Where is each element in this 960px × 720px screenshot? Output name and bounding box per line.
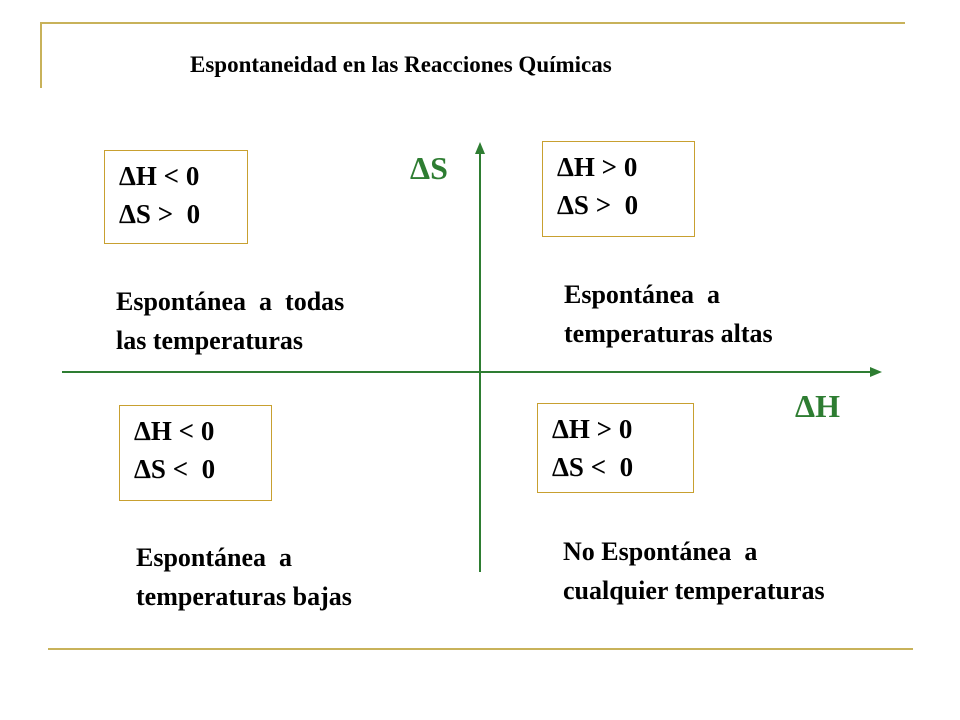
y-axis-label: ΔS [410,150,448,186]
y-axis-arrowhead [475,142,485,154]
spontaneity-label-top-left [116,282,344,360]
delta-s-condition: ΔS > 0 [119,199,201,229]
delta-h-condition: ΔH > 0 [557,152,638,182]
spontaneity-label-bottom-left [136,538,352,616]
condition-box-top-right [542,141,695,237]
spontaneity-label-bottom-right [563,532,825,610]
delta-s-condition: ΔS < 0 [552,452,634,482]
delta-h-condition: ΔH < 0 [134,416,215,446]
delta-h-condition: ΔH < 0 [119,161,200,191]
x-axis-arrowhead [870,367,882,377]
condition-box-top-left [104,150,248,244]
label-line-2: cualquier temperaturas [563,576,825,605]
delta-h-condition: ΔH > 0 [552,414,633,444]
condition-box-bottom-left [119,405,272,501]
slide-title: Espontaneidad en las Reacciones Químicas [190,52,612,77]
delta-s-condition: ΔS < 0 [134,454,216,484]
label-line-1: Espontánea a todas [116,287,345,316]
label-line-2: temperaturas altas [564,319,773,348]
label-line-2: las temperaturas [116,326,304,355]
label-line-2: temperaturas bajas [136,582,352,611]
x-axis-label: ΔH [795,388,840,424]
label-line-1: Espontánea a [136,543,293,572]
label-line-1: Espontánea a [564,280,721,309]
label-line-1: No Espontánea a [563,537,758,566]
delta-s-condition: ΔS > 0 [557,190,639,220]
spontaneity-label-top-right [564,275,773,353]
condition-box-bottom-right [537,403,694,493]
